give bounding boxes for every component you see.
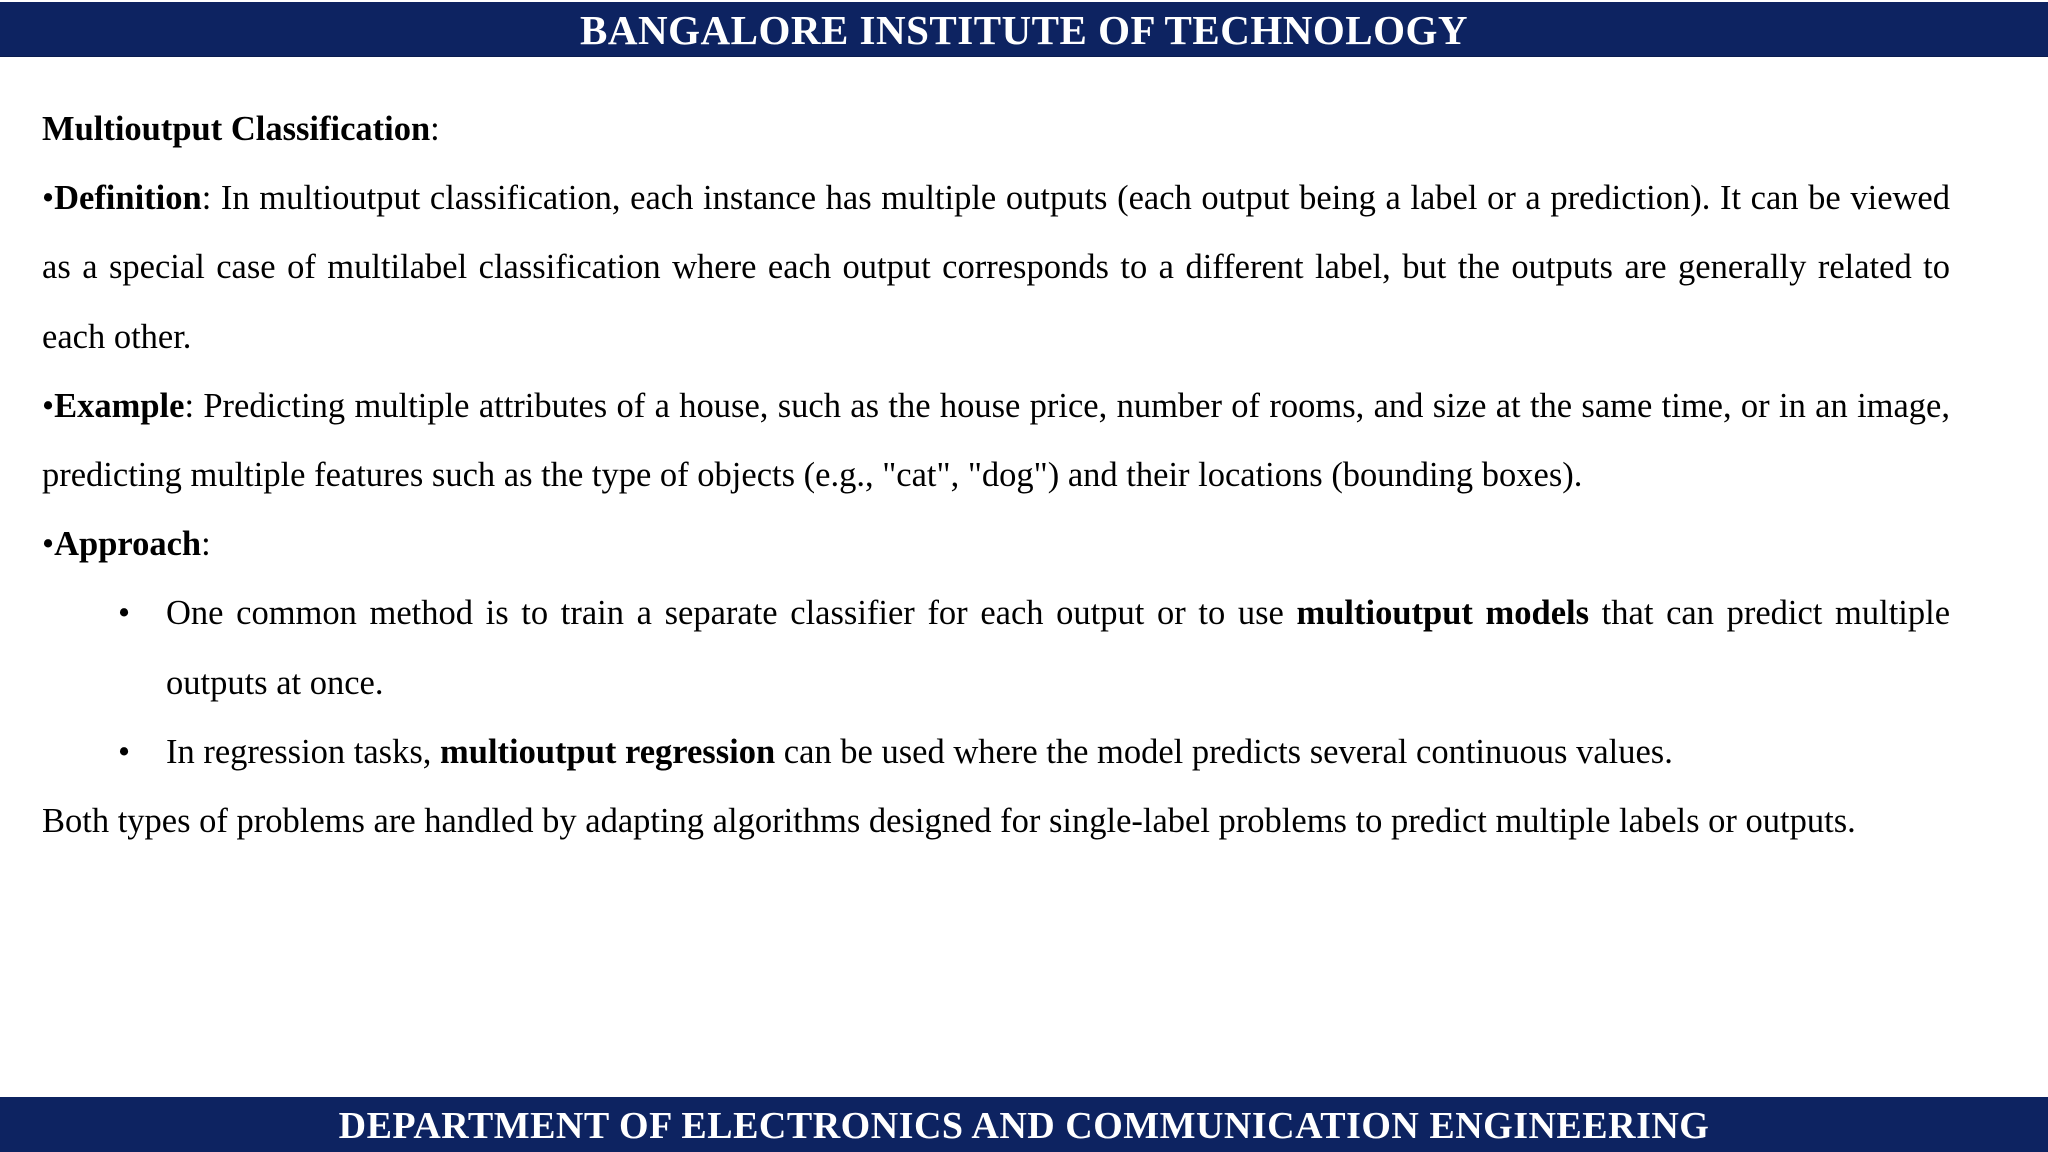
bullet-point: •	[118, 732, 131, 771]
definition-text: : In multioutput classification, each instance has multiple outputs (each output being a label or a prediction). It can be viewed as a special case of multilabel classification where each output corresponds to a different label, but the outputs are generally related to each other.	[42, 179, 1950, 356]
heading-text: Multioutput Classification	[42, 110, 431, 148]
department-name: DEPARTMENT OF ELECTRONICS AND COMMUNICATION ENGINEERING	[338, 1105, 1710, 1147]
conclusion-paragraph: Both types of problems are handled by adapting algorithms designed for single-label problems to predict multiple labels or outputs.	[42, 802, 1856, 841]
approach-label: Approach	[54, 525, 202, 564]
approach-item: • One common method is to train a separate classifier for each output or to use multioutput models that can predict multiple outputs at once.	[42, 579, 1950, 717]
example-label: Example	[54, 386, 185, 425]
example-text: : Predicting multiple attributes of a house, such as the house price, number of rooms, and size at the same time, or in an image, predicting multiple features such as the type of objects (e.g., "cat", "dog") and their locations (bounding boxes).	[42, 386, 1950, 495]
institute-title-banner	[0, 2, 2048, 57]
slide-content	[42, 95, 1950, 856]
institute-title: BANGALORE INSTITUTE OF TECHNOLOGY	[580, 7, 1468, 53]
bullet-point: •	[118, 594, 131, 633]
example-paragraph: •Example: Predicting multiple attributes of a house, such as the house price, number of rooms, and size at the same time, or in an image, predicting multiple features such as the type of objects (e.g., "cat", "dog") and their locations (bounding boxes).	[42, 386, 1950, 495]
approach-item: • In regression tasks, multioutput regression can be used where the model predicts several continuous values.	[42, 718, 1950, 787]
department-footer-banner	[0, 1097, 2048, 1152]
definition-paragraph: •Definition: In multioutput classification, each instance has multiple outputs (each output being a label or a prediction). It can be viewed as a special case of multilabel classification where each output corresponds to a different label, but the outputs are generally related to each other.	[42, 179, 1950, 356]
definition-label: Definition	[54, 179, 202, 218]
slide-heading: Multioutput Classification:	[42, 110, 440, 148]
approach-heading: •Approach:	[42, 525, 211, 564]
